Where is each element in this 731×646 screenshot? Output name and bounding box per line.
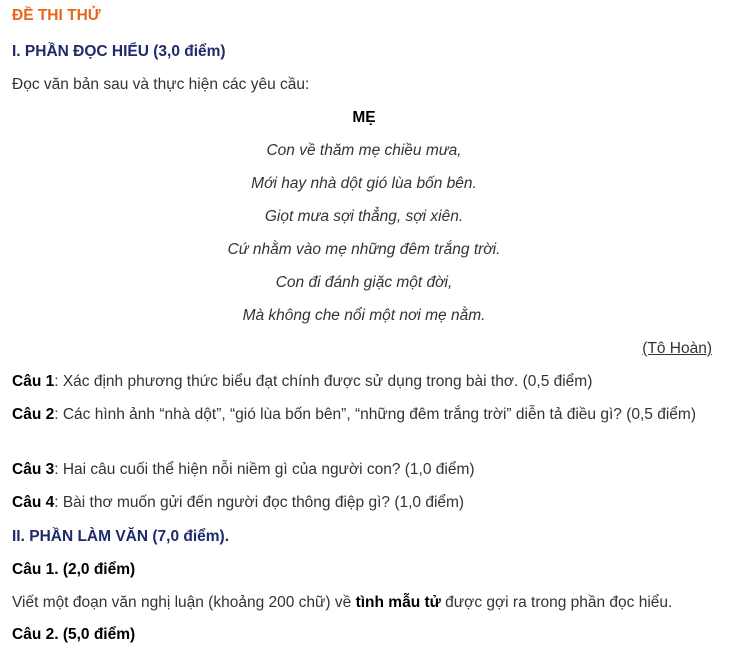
poem-line-4: Cứ nhằm vào mẹ những đêm trắng trời. — [227, 241, 501, 258]
part2-q1-text-before: Viết một đoạn văn nghị luận (khoảng 200 chữ) về — [12, 594, 356, 611]
question-3-text: : Hai câu cuối thể hiện nỗi niềm gì của người con? (1,0 điểm) — [54, 461, 475, 478]
part2-question-1-text — [12, 592, 716, 614]
part2-q1-text-bold: tình mẫu tử — [355, 594, 441, 611]
exam-title: ĐỀ THI THỬ — [12, 7, 101, 24]
question-1-text: : Xác định phương thức biểu đạt chính được sử dụng trong bài thơ. (0,5 điểm) — [54, 373, 593, 390]
question-1-label: Câu 1 — [12, 373, 55, 390]
question-2-label: Câu 2 — [12, 406, 55, 423]
part2-q1-text-after: được gợi ra trong phần đọc hiểu. — [440, 594, 673, 611]
poem-line-5: Con đi đánh giặc một đời, — [275, 274, 453, 291]
part2-question-1-heading: Câu 1. (2,0 điểm) — [12, 561, 136, 578]
question-1 — [12, 371, 716, 393]
question-3 — [12, 459, 716, 481]
poem-line-3: Giọt mưa sợi thẳng, sợi xiên. — [264, 208, 464, 225]
poem-line-6: Mà không che nổi một nơi mẹ nằm. — [242, 307, 486, 324]
part2-question-2-heading: Câu 2. (5,0 điểm) — [12, 626, 136, 643]
question-4 — [12, 492, 716, 514]
part1-instruction: Đọc văn bản sau và thực hiện các yêu cầu: — [12, 76, 310, 93]
poem-line-1: Con về thăm mẹ chiều mưa, — [266, 142, 462, 159]
poem-author-text: (Tô Hoàn) — [642, 340, 712, 357]
question-2-text: : Các hình ảnh “nhà dột”, “gió lùa bốn bên”, “những đêm trắng trời” diễn tả điều gì? (0,5 điểm) — [54, 406, 696, 423]
question-2 — [12, 404, 716, 426]
question-4-text: : Bài thơ muốn gửi đến người đọc thông điệp gì? (1,0 điểm) — [54, 494, 465, 511]
question-4-label: Câu 4 — [12, 494, 55, 511]
poem-author — [12, 338, 712, 360]
part2-heading: II. PHẦN LÀM VĂN (7,0 điểm). — [12, 528, 230, 545]
question-3-label: Câu 3 — [12, 461, 55, 478]
poem-title: MẸ — [352, 109, 376, 126]
part1-heading: I. PHẦN ĐỌC HIỂU (3,0 điểm) — [12, 43, 226, 60]
poem-line-2: Mới hay nhà dột gió lùa bốn bên. — [251, 175, 477, 192]
